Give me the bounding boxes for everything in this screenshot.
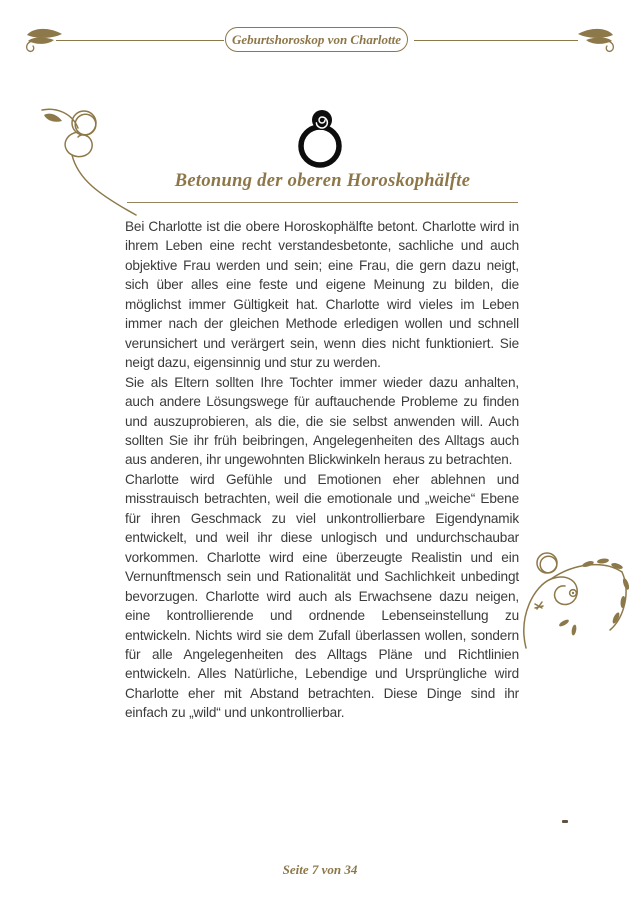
paragraph-1: Bei Charlotte ist die obere Horoskophälfte betont. Charlotte wird in ihrem Leben eine recht verstandesbetonte, sachliche und auch objektive Frau werden und sein; eine Frau, die gern dazu neigt, sich über alles eine feste und eigene Meinung zu bilden, die möglichst immer Gültigkeit hat. Charlotte wird vieles im Leben immer nach der gleichen Methode erledigen wollen und schnell verunsichert und verärgert sein, wenn dies nicht funktioniert. Sie neigt dazu, eigensinnig und stur zu werden.	[125, 219, 519, 371]
header-rule-left	[56, 40, 224, 41]
page-number: Seite 7 von 34	[282, 862, 358, 877]
body-text	[125, 217, 519, 723]
paragraph-2: Sie als Eltern sollten Ihre Tochter immer wieder dazu anhalten, auch andere Lösungswege für auftauchende Probleme zu finden und auszuprobieren, als die, die sie selbst anwenden will. Auch sollten Sie ihr früh beibringen, Angelegenheiten des Alltags auch aus anderen, ihr ungewohnten Blickwinkeln heraus zu betrachten.	[125, 374, 519, 468]
header-title-badge	[225, 27, 408, 52]
paragraph-3: Charlotte wird Gefühle und Emotionen eher ablehnen und misstrauisch betrachten, weil die emotionale und „weiche“ Ebene für ihren Geschmack zu viel unkontrollierbare Eigendynamik entwickelt, und weil ihr diese unlogisch und undurchschaubar vorkommen. Charlotte wird eine überzeugte Realistin und ein Vernunftmensch sein und Rationalität und Sachlichkeit unbedingt bevorzugen. Charlotte wird auch als Erwachsene dazu neigen, eine kontrollierende und ordnende Lebenseinstellung zu entwickeln. Nichts wird sie dem Zufall überlassen wollen, sondern für alle Angelegenheiten des Alltags Pläne und Richtlinien entwickeln. Alles Natürliche, Lebendige und Ursprüngliche wird Charlotte eher mit Abstand betrachten. Diese Dinge sind ihr einfach zu „wild“ und unkontrollierbar.	[125, 471, 519, 721]
document-title: Geburtshoroskop von Charlotte	[231, 31, 402, 47]
ring-spiral-symbol-icon	[292, 107, 348, 169]
floral-flourish-left	[20, 92, 140, 222]
section-heading-rule	[127, 202, 518, 203]
floral-flourish-right	[518, 528, 640, 668]
stray-print-mark	[562, 820, 568, 823]
header-leaf-flourish-right	[576, 26, 616, 54]
header-rule-right	[414, 40, 578, 41]
section-heading: Betonung der oberen Horoskophälfte	[174, 171, 471, 191]
